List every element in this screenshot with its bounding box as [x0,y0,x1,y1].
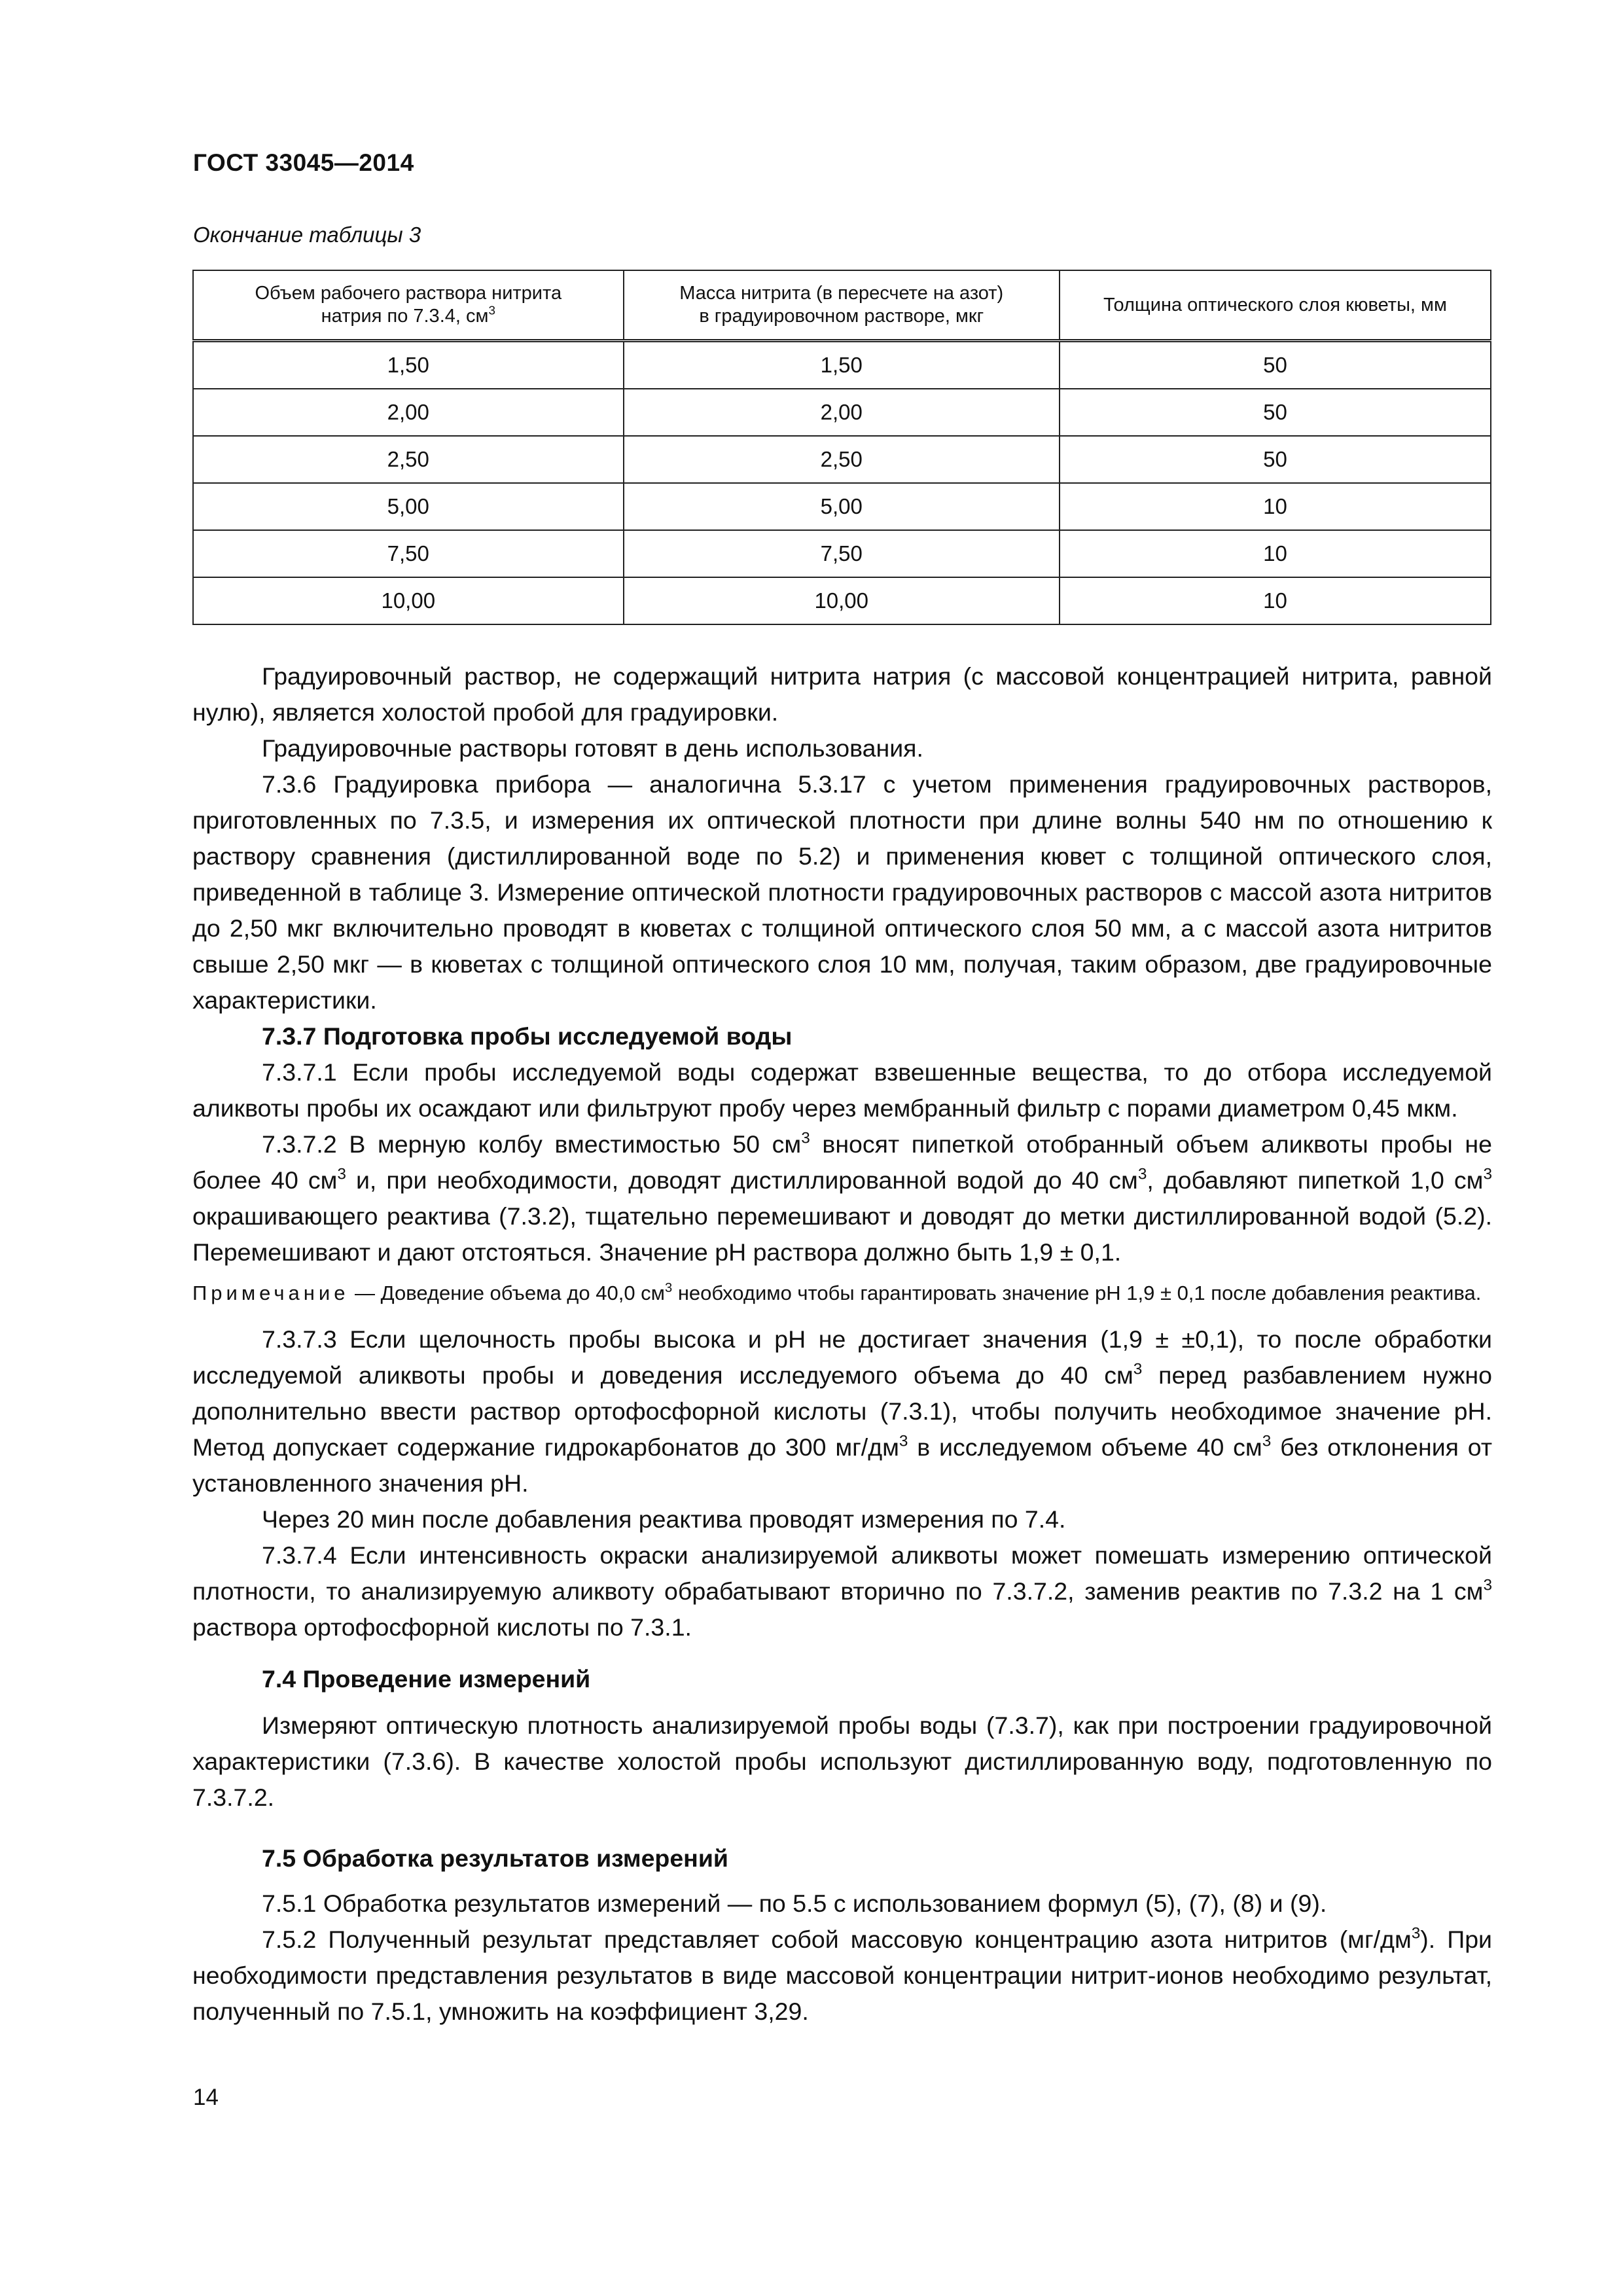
table-cell: 2,00 [624,389,1060,436]
table-cell: 10,00 [193,577,624,624]
table-3 [192,270,1491,625]
table-cell: 10 [1060,483,1491,530]
heading-7-5: 7.5 Обработка результатов измерений [262,1844,728,1872]
table-row [193,530,1491,577]
table-row [193,389,1491,436]
paragraph-7-4: Измеряют оптическую плотность анализируемой пробы воды (7.3.7), как при построении градуировочной характеристики (7.3.6). В качестве холостой пробы используют дистиллированную воду, подготовленную по 7.3.7.2. [192,1712,1492,1811]
paragraph-7-3-7-4: 7.3.7.4 Если интенсивность окраски анализируемой аликвоты может помешать измерению оптической плотности, то анализируемую аликвоту обрабатывают вторично по 7.3.7.2, заменив реактив по 7.3.2 на 1 $см^3$ раствора ортофосфорной кислоты по 7.3.1. [192,1541,1492,1641]
table-cell: 10,00 [624,577,1060,624]
standard-code: ГОСТ 33045—2014 [193,149,414,176]
table-cell: 10 [1060,530,1491,577]
table-cell: 5,00 [193,483,624,530]
table-cell: 1,50 [193,341,624,389]
heading-7-4: 7.4 Проведение измерений [262,1665,591,1693]
page-number: 14 [193,2085,219,2110]
table-cell: 10 [1060,577,1491,624]
table-cell: 5,00 [624,483,1060,530]
header-cuvette-thickness: Толщина оптического слоя кюветы, мм [1060,270,1491,341]
table-row [193,577,1491,624]
paragraph-7-5-2: 7.5.2 Полученный результат представляет собой массовую концентрацию азота нитритов $(мг/дм^3)$. При необходимости представления результатов в виде массовой концентрации нитрит-ионов необходимо результат, полученный по 7.5.1, умножить на коэффициент 3,29. [192,1924,1492,2025]
table-row [193,483,1491,530]
table-continuation-label: Окончание таблицы 3 [193,223,421,247]
header-nitrite-mass: Масса нитрита (в пересчете на азот) в градуировочном растворе, мкг [624,270,1060,341]
note-label: Примечание [192,1282,349,1304]
table-cell: 2,50 [193,436,624,483]
table-cell: 50 [1060,341,1491,389]
body-text [192,658,1492,2030]
paragraph-7-5-1: 7.5.1 Обработка результатов измерений — по 5.5 с использованием формул (5), (7), (8) и (9). [262,1890,1327,1917]
table-header-row [193,270,1491,341]
paragraph-prepare-same-day: Градуировочные растворы готовят в день использования. [262,734,923,762]
paragraph-7-3-7-2: 7.3.7.2 В мерную колбу вместимостью 50 $см^3$ вносят пипеткой отобранный объем аликвоты пробы не более 40 $см^3$ и, при необходимости, доводят дистиллированной водой до 40 $см^3$, добавляют пипеткой 1,0 $см^3$ окрашивающего реактива (7.3.2), тщательно перемешивают и доводят до метки дистиллированной водой (5.2). Перемешивают и дают отстояться. Значение pH раствора должно быть 1,9 ± 0,1. [192,1129,1492,1266]
table-cell: 2,00 [193,389,624,436]
paragraph-7-3-7-3: 7.3.7.3 Если щелочность пробы высока и pH не достигает значения (1,9 ± ±0,1), то после обработки исследуемой аликвоты пробы и доведения исследуемого объема до 40 $см^3$ перед разбавлением нужно дополнительно ввести раствор ортофосфорной кислоты (7.3.1), чтобы получить необходимое значение pH. Метод допускает содержание гидрокарбонатов до 300 $мг/дм^3$ в исследуемом объеме 40 $см^3$ без отклонения от установленного значения pH. [192,1325,1493,1497]
table-cell: 50 [1060,389,1491,436]
paragraph-7-3-7-1: 7.3.7.1 Если пробы исследуемой воды содержат взвешенные вещества, то до отбора исследуемой аликвоты пробы их осаждают или фильтруют пробу через мембранный фильтр с порами диаметром 0,45 мкм. [192,1058,1492,1122]
paragraph-blank-sample: Градуировочный раствор, не содержащий нитрита натрия (с массовой концентрацией нитрита, равной нулю), является холостой пробой для градуировки. [192,662,1492,726]
table-cell: 1,50 [624,341,1060,389]
table-cell: 50 [1060,436,1491,483]
table-row [193,341,1491,389]
table-cell: 7,50 [193,530,624,577]
paragraph-measure-after-20-min: Через 20 мин после добавления реактива проводят измерения по 7.4. [262,1505,1066,1533]
table-cell: 2,50 [624,436,1060,483]
paragraph-7-3-6: 7.3.6 Градуировка прибора — аналогична 5.3.17 с учетом применения градуировочных растворов, приготовленных по 7.3.5, и измерения их оптической плотности при длине волны 540 нм по отношению к раствору сравнения (дистиллированной воде по 5.2) и применения кювет с толщиной оптического слоя, приведенной в таблице 3. Измерение оптической плотности градуировочных растворов с массой азота нитритов до 2,50 мкг включительно проводят в кюветах с толщиной оптического слоя 50 мм, а с массой азота нитритов свыше 2,50 мкг — в кюветах с толщиной оптического слоя 10 мм, получая, таким образом, две градуировочные характеристики. [192,770,1492,1014]
header-solution-volume: Объем рабочего раствора нитрита натрия по 7.3.4, $см^3$ [193,270,624,341]
note: Примечание — Доведение объема до 40,0 $см^3$ необходимо чтобы гарантировать значение pH 1,9 ± 0,1 после добавления реактива. [192,1280,1482,1304]
table-row [193,436,1491,483]
heading-7-3-7: 7.3.7 Подготовка пробы исследуемой воды [262,1022,793,1050]
table-cell: 7,50 [624,530,1060,577]
